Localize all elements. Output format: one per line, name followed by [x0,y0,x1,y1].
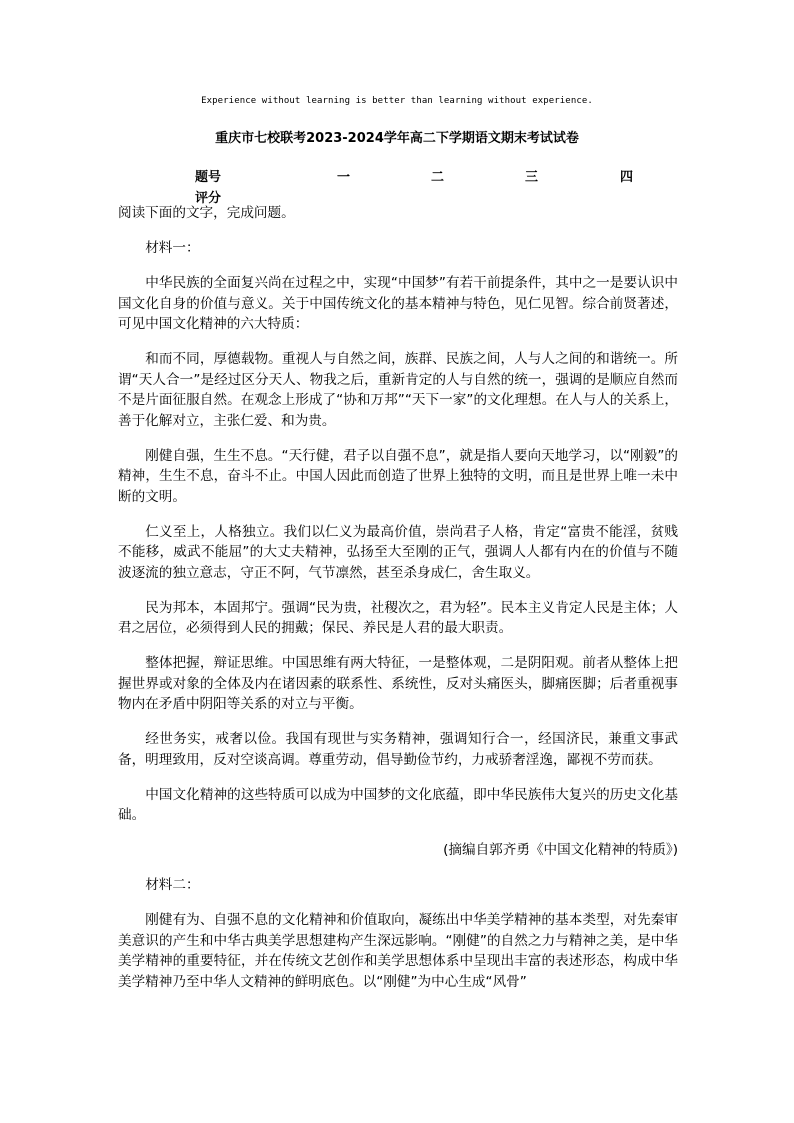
material-1-label: 材料一： [145,240,200,256]
paragraph: 仁义至上，人格独立。我们以仁义为最高价值，崇尚君子人格，肯定“富贵不能淫，贫贱不能移，威武不能屈”的大丈夫精神，弘扬至大至刚的正气，强调人人都有内在的价值与不随波逐流的独立意志，守正不阿，气节凛然，甚至杀身成仁，舍生取义。 [118,523,678,581]
source-citation: (摘编自郭齐勇《中国文化精神的特质》) [443,842,678,858]
score-table-col-1: 一 [337,170,351,185]
instruction: 阅读下面的文字，完成问题。 [118,205,295,221]
score-table [0,166,794,206]
score-table-col-3: 三 [525,170,539,185]
material-2-label: 材料二： [145,877,200,893]
score-table-col-2: 二 [431,170,445,185]
exam-title: 重庆市七校联考2023-2024学年高二下学期语文期末考试试卷 [215,131,579,146]
paragraph: 整体把握，辩证思维。中国思维有两大特征，一是整体观，二是阴阳观。前者从整体上把握世界或对象的全体及内在诸因素的联系性、系统性，反对头痛医头，脚痛医脚；后者重视事物内在矛盾中阴阳等关系的对立与平衡。 [118,655,678,712]
paragraph: 中华民族的全面复兴尚在过程之中，实现“中国梦”有若干前提条件，其中之一是要认识中国文化自身的价值与意义。关于中国传统文化的基本精神与特色，见仁见智。综合前贤著述，可见中国文化精神的六大特质： [118,275,678,332]
paragraph: 刚健有为、自强不息的文化精神和价值取向，凝练出中华美学精神的基本类型，对先秦审美意识的产生和中华古典美学思想建构产生深远影响。“刚健”的自然之力与精神之美，是中华美学精神的重要特征，并在传统文艺创作和美学思想体系中呈现出丰富的表述形态，构成中华美学精神乃至中华人文精神的鲜明底色。以“刚健”为中心生成“风骨” [118,912,678,990]
paragraph: 和而不同，厚德载物。重视人与自然之间，族群、民族之间，人与人之间的和谐统一。所谓“天人合一”是经过区分天人、物我之后，重新肯定的人与自然的统一，强调的是顺应自然而不是片面征服自然。在观念上形成了“协和万邦”“天下一家”的文化理想。在人与人的关系上，善于化解对立，主张仁爱、和为贵。 [118,351,678,429]
paragraph: 刚健自强，生生不息。“天行健，君子以自强不息”，就是指人要向天地学习，以“刚毅”的精神，生生不息，奋斗不止。中国人因此而创造了世界上独特的文明，而且是世界上唯一未中断的文明。 [118,447,678,505]
motto: Experience without learning is better than learning without experience. [201,96,593,106]
score-table-score-label: 评分 [195,191,222,206]
score-table-row-label: 题号 [195,170,222,185]
reading-passage [118,203,678,992]
paragraph: 民为邦本，本固邦宁。强调“民为贵，社稷次之，君为轻”。民本主义肯定人民是主体；人君之居位，必须得到人民的拥戴；保民、养民是人君的最大职责。 [118,599,678,636]
paragraph: 经世务实，戒奢以俭。我国有现世与实务精神，强调知行合一，经国济民，兼重文事武备，明理致用，反对空谈高调。尊重劳动，倡导勤俭节约，力戒骄奢淫逸，鄙视不劳而获。 [118,731,678,768]
score-table-col-4: 四 [620,170,634,185]
paragraph: 中国文化精神的这些特质可以成为中国梦的文化底蕴，即中华民族伟大复兴的历史文化基础。 [118,786,678,823]
